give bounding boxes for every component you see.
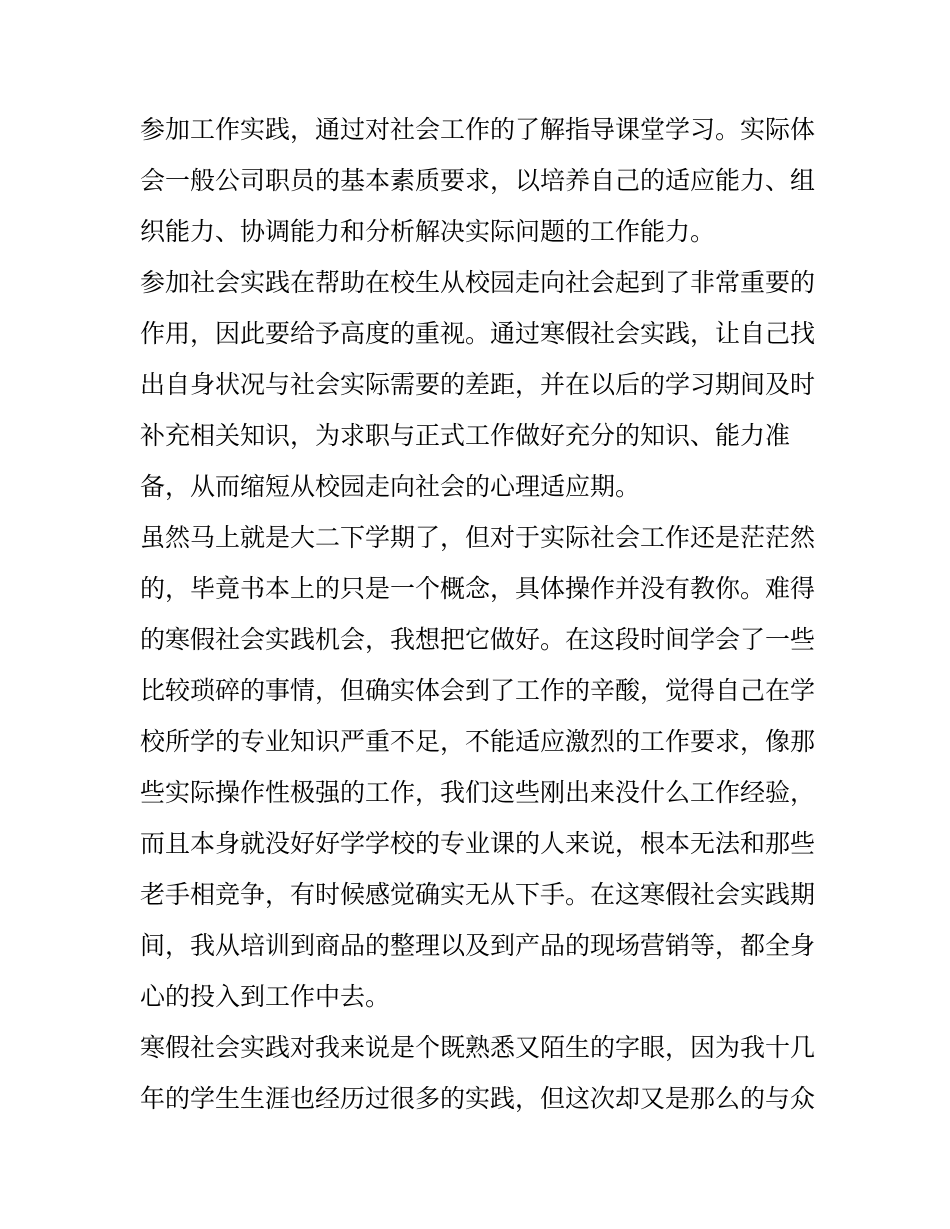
text-line: 校所学的专业知识严重不足，不能适应激烈的工作要求，像那 <box>140 727 816 756</box>
text-line: 会一般公司职员的基本素质要求，以培养自己的适应能力、组 <box>140 166 816 195</box>
text-line: 寒假社会实践对我来说是个既熟悉又陌生的字眼，因为我十几 <box>140 1033 816 1062</box>
text-line: 比较琐碎的事情，但确实体会到了工作的辛酸，觉得自己在学 <box>140 676 816 705</box>
text-line: 作用，因此要给予高度的重视。通过寒假社会实践，让自己找 <box>140 319 816 348</box>
text-line: 老手相竞争，有时候感觉确实无从下手。在这寒假社会实践期 <box>140 880 816 909</box>
text-line: 织能力、协调能力和分析解决实际问题的工作能力。 <box>140 217 716 246</box>
text-line: 间，我从培训到商品的整理以及到产品的现场营销等，都全身 <box>140 931 816 960</box>
text-line: 的寒假社会实践机会，我想把它做好。在这段时间学会了一些 <box>140 625 816 654</box>
text-line: 年的学生生涯也经历过很多的实践，但这次却又是那么的与众 <box>140 1084 816 1113</box>
text-line: 虽然马上就是大二下学期了，但对于实际社会工作还是茫茫然 <box>140 523 816 552</box>
text-line: 心的投入到工作中去。 <box>140 982 391 1011</box>
text-line: 而且本身就没好好学学校的专业课的人来说，根本无法和那些 <box>140 829 816 858</box>
text-line: 参加社会实践在帮助在校生从校园走向社会起到了非常重要的 <box>140 268 816 297</box>
body-text <box>140 104 830 1124</box>
text-line: 出自身状况与社会实际需要的差距，并在以后的学习期间及时 <box>140 370 816 399</box>
text-line: 的，毕竟书本上的只是一个概念，具体操作并没有教你。难得 <box>140 574 816 603</box>
text-line: 补充相关知识，为求职与正式工作做好充分的知识、能力准 <box>140 421 791 450</box>
text-line: 参加工作实践，通过对社会工作的了解指导课堂学习。实际体 <box>140 115 816 144</box>
text-line: 些实际操作性极强的工作，我们这些刚出来没什么工作经验， <box>140 778 816 807</box>
text-line: 备，从而缩短从校园走向社会的心理适应期。 <box>140 472 641 501</box>
